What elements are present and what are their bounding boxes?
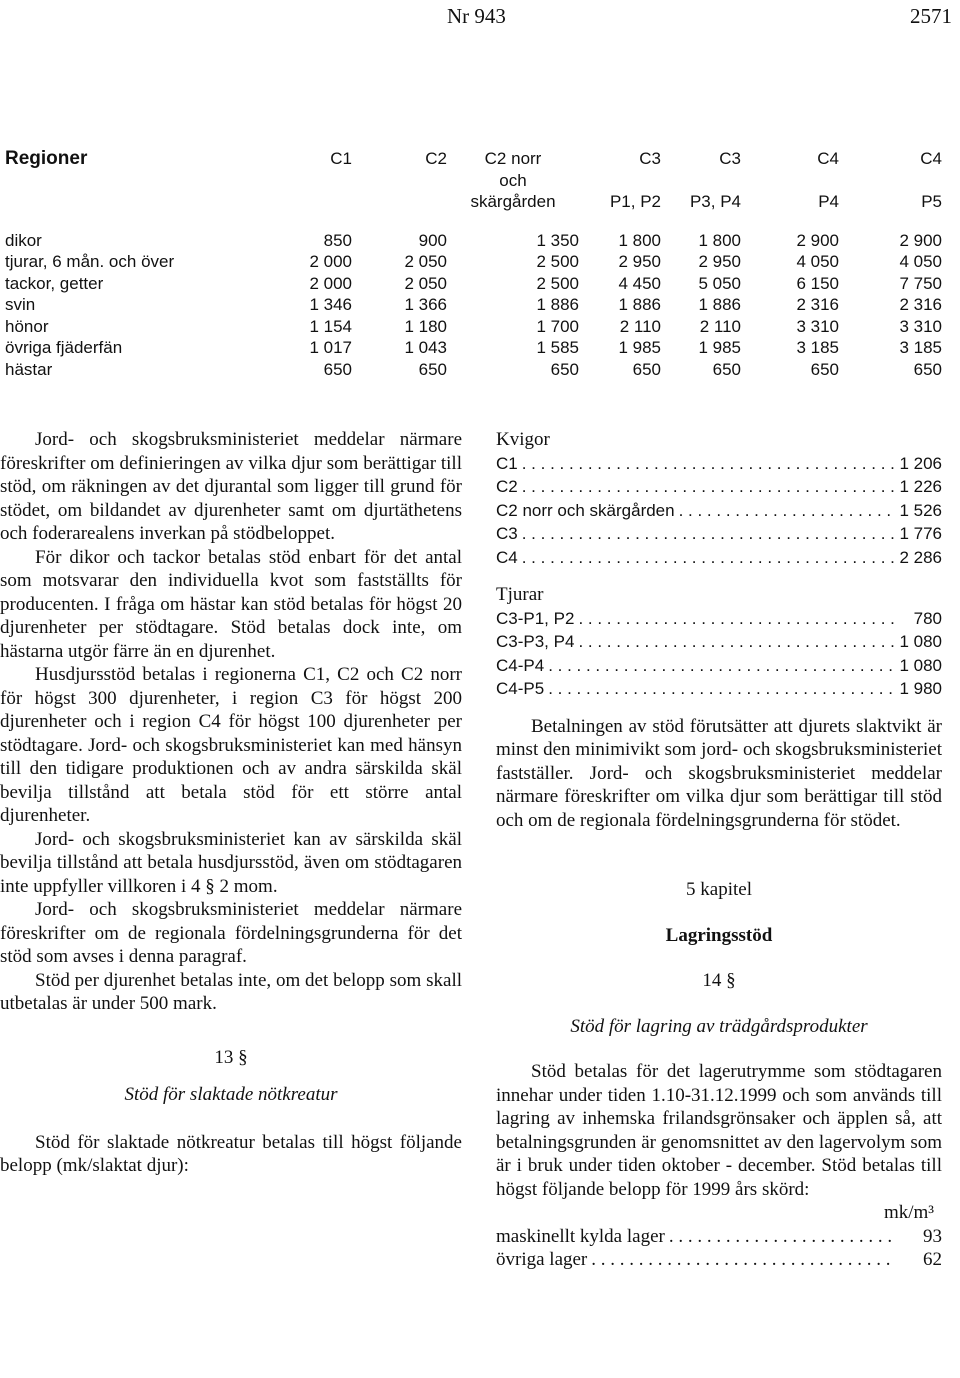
item-value: 1 206 — [899, 453, 942, 473]
table-row — [0, 273, 942, 295]
item-value: 1 080 — [899, 655, 942, 675]
table-cell: 650 — [712, 359, 741, 379]
table-cell: 2 110 — [699, 316, 741, 336]
table-cell: 7 750 — [899, 273, 942, 293]
paragraph: Jord- och skogsbruksministeriet kan av särskilda skäl bevilja tillstånd att betala husdjursstöd, även om stödtagaren inte uppfyller villkoren i 4 § 2 mom. — [0, 828, 462, 897]
list-item — [496, 677, 942, 701]
row-label: svin — [5, 295, 36, 314]
dot-leader — [669, 1225, 894, 1249]
table-cell: 2 110 — [619, 316, 661, 336]
table-cell: 1 985 — [618, 338, 661, 357]
tjurar-heading: Tjurar — [496, 584, 544, 605]
dot-leader — [522, 452, 894, 476]
table-header-cell: C3 — [639, 149, 661, 168]
table-header-cell: skärgården — [470, 192, 556, 211]
item-label: C3-P3, P4 — [496, 632, 575, 651]
table-cell: 650 — [810, 359, 839, 379]
row-label: hönor — [5, 316, 49, 336]
section-number: 14 § — [702, 970, 736, 991]
row-label: övriga fjäderfän — [5, 338, 123, 357]
table-cell: 1 350 — [536, 230, 579, 250]
list-item — [496, 499, 942, 523]
kvigor-list — [496, 452, 942, 570]
paragraph: Stöd för slaktade nötkreatur betalas till högst följande belopp (mk/slaktat djur): — [0, 1131, 462, 1176]
right-column — [496, 428, 942, 1272]
list-item — [496, 654, 942, 678]
table-cell: 2 316 — [796, 295, 839, 314]
paragraph: Betalningen av stöd förutsätter att djurets slaktvikt är minst den minimivikt som jord- och skogsbruksministeriet fastställer. Jord- och skogsbruksministeriet meddelar närmare föreskrifter om vilka djur som berättigar till stöd och om de regionala fördelningsgrunderna för stödet. — [496, 715, 942, 831]
list-item — [496, 452, 942, 476]
table-cell: 2 900 — [899, 230, 942, 250]
table-cell: 6 150 — [796, 273, 839, 293]
dot-leader — [522, 546, 894, 570]
item-value: 62 — [923, 1249, 942, 1270]
list-item — [496, 1248, 942, 1272]
dot-leader — [548, 654, 894, 678]
table-header-cell: P4 — [818, 192, 839, 211]
table-header-cell — [661, 170, 741, 192]
table-cell: 2 900 — [796, 230, 839, 250]
table-cell: 2 000 — [309, 273, 352, 293]
table-cell: 1 043 — [404, 338, 447, 357]
list-item — [496, 546, 942, 570]
table-cell: 1 180 — [404, 316, 447, 336]
row-label: dikor — [5, 230, 42, 250]
table-row — [0, 337, 942, 359]
table-header-cell — [579, 170, 661, 192]
dot-leader — [548, 677, 894, 701]
table-header-cell: C4 — [920, 149, 942, 168]
table-cell: 1 886 — [536, 295, 579, 314]
table-header-cell: C1 — [330, 149, 352, 168]
item-label: C4-P5 — [496, 679, 545, 698]
dot-leader — [591, 1248, 894, 1272]
item-label: övriga lager — [496, 1249, 588, 1270]
table-cell: 4 050 — [899, 252, 942, 271]
table-header-cell: P5 — [921, 192, 942, 211]
table-header-cell: C3 — [719, 149, 741, 168]
table-row — [0, 359, 942, 381]
paragraph: Jord- och skogsbruksministeriet meddelar närmare föreskrifter om definieringen av vilka djur som berättigar till stöd, om räkningen av det djurantal som ligger till grund för stödet, om bildandet av djurenheter samt om djurtäthetens och foderarealens inverkan på stödbeloppet. — [0, 429, 462, 544]
table-header-cell — [352, 191, 447, 230]
issue-number: Nr 943 — [447, 4, 506, 28]
table-header-cell — [0, 170, 270, 192]
table-cell: 1 017 — [309, 338, 352, 357]
table-header-cell: C4 — [817, 149, 839, 168]
table-cell: 2 000 — [309, 252, 352, 271]
table-header-cell: och — [499, 170, 527, 190]
page-number: 2571 — [910, 4, 952, 28]
table-cell: 3 310 — [796, 316, 839, 336]
dot-leader — [522, 475, 894, 499]
kvigor-heading: Kvigor — [496, 429, 550, 450]
item-label: maskinellt kylda lager — [496, 1225, 665, 1247]
table-cell: 1 154 — [309, 316, 352, 336]
paragraph: Stöd per djurenhet betalas inte, om det belopp som skall utbetalas är under 500 mark. — [0, 969, 462, 1014]
table-header-cell: C2 norr — [484, 149, 542, 168]
regions-table — [0, 148, 942, 380]
table-cell: 2 050 — [404, 273, 447, 293]
list-item — [496, 607, 942, 631]
item-value: 1 526 — [899, 500, 942, 520]
table-cell: 650 — [323, 359, 352, 379]
row-label: tjurar, 6 mån. och över — [5, 252, 175, 271]
table-row — [0, 230, 942, 252]
table-cell: 650 — [550, 359, 579, 379]
section-number: 13 § — [214, 1046, 248, 1068]
section-title: Stöd för slaktade nötkreatur — [124, 1084, 338, 1105]
table-header-cell: Regioner — [5, 148, 88, 169]
item-value: 1 980 — [899, 679, 942, 698]
dot-leader — [522, 522, 894, 546]
item-label: C3 — [496, 524, 518, 543]
row-label: hästar — [5, 359, 53, 379]
table-header-row — [0, 191, 942, 230]
table-cell: 1 346 — [309, 295, 352, 314]
table-cell: 2 950 — [618, 252, 661, 271]
paragraph: Jord- och skogsbruksministeriet meddelar närmare föreskrifter om de regionala fördelningsgrunderna för det stöd som avses i denna paragraf. — [0, 899, 462, 967]
table-header-cell: P1, P2 — [609, 192, 661, 211]
table-row — [0, 251, 942, 273]
table-cell: 650 — [418, 359, 447, 379]
table-cell: 3 310 — [899, 316, 942, 336]
table-cell: 1 366 — [404, 295, 447, 314]
table-header-cell — [270, 191, 352, 230]
table-cell: 4 050 — [796, 252, 839, 271]
list-item — [496, 1225, 942, 1249]
item-label: C3-P1, P2 — [496, 608, 575, 628]
table-cell: 1 585 — [536, 338, 579, 357]
paragraph: För dikor och tackor betalas stöd enbart för det antal som motsvarar den individuella kvot som fastställts för producenten. I fråga om hästar kan stöd betalas för högst 20 djurenheter per stödtagare. Stöd betalas dock inte, om hästarna utgör färre än en djurenhet. — [0, 546, 462, 662]
table-row — [0, 294, 942, 316]
row-label: tackor, getter — [5, 273, 104, 293]
unit-label: mk/m³ — [883, 1202, 934, 1223]
item-value: 2 286 — [899, 547, 942, 567]
table-cell: 1 800 — [698, 230, 741, 250]
table-cell: 1 800 — [618, 230, 661, 250]
dot-leader — [679, 499, 894, 523]
list-item — [496, 475, 942, 499]
list-item — [496, 522, 942, 546]
table-cell: 2 950 — [698, 252, 741, 271]
table-cell: 2 500 — [536, 252, 579, 271]
table-header-cell: P3, P4 — [689, 192, 741, 211]
table-cell: 1 886 — [698, 295, 741, 314]
item-label: C1 — [496, 453, 518, 473]
table-header-cell — [0, 191, 270, 230]
table-header-row — [0, 170, 942, 192]
item-value: 93 — [923, 1225, 942, 1247]
table-header-cell — [839, 170, 942, 192]
table-cell: 650 — [913, 359, 942, 379]
left-column — [0, 428, 462, 1178]
item-label: C2 — [496, 477, 518, 496]
dot-leader — [578, 630, 894, 654]
table-header-cell — [270, 170, 352, 192]
item-value: 1 226 — [899, 477, 942, 496]
item-value: 1 776 — [899, 524, 942, 543]
table-header-cell — [741, 170, 839, 192]
table-cell: 850 — [323, 230, 352, 250]
table-cell: 900 — [418, 230, 447, 250]
table-header-cell: C2 — [425, 149, 447, 168]
list-item — [496, 630, 942, 654]
table-header-row — [0, 148, 942, 170]
tjurar-list — [496, 607, 942, 701]
table-cell: 2 500 — [536, 273, 579, 293]
table-cell: 4 450 — [618, 273, 661, 293]
table-cell: 5 050 — [698, 273, 741, 293]
item-label: C2 norr och skärgården — [496, 500, 675, 520]
paragraph: Husdjursstöd betalas i regionerna C1, C2 och C2 norr för högst 300 djurenheter, i region C3 för högst 200 djurenheter och i region C4 för högst 100 djurenheter per stödtagare. Jord- och skogsbruksministeriet kan med hänsyn till den tidigare produktionen och av andra särskilda skäl bevilja tillstånd att betala stöd för ett större antal djurenheter. — [0, 664, 462, 826]
table-cell: 2 316 — [899, 295, 942, 314]
paragraph: Stöd betalas för det lagerutrymme som stödtagaren innehar under tiden 1.10-31.12.1999 och som används till lagring av inhemska frilandsgrönsaker och äpplen så, att betalningsgrunden är genomsnittet av den lagervolym som är i bruk under tiden oktober - december. Stöd betalas till högst följande belopp för 1999 års skörd: — [496, 1061, 942, 1200]
item-value: 1 080 — [899, 632, 942, 651]
chapter-number: 5 kapitel — [686, 879, 752, 900]
item-value: 780 — [913, 608, 942, 628]
item-label: C4 — [496, 547, 518, 567]
page-header — [0, 0, 960, 40]
table-cell: 3 185 — [899, 338, 942, 357]
table-cell: 1 985 — [698, 338, 741, 357]
table-cell: 3 185 — [796, 338, 839, 357]
item-label: C4-P4 — [496, 655, 545, 675]
table-cell: 650 — [632, 359, 661, 379]
storage-list — [496, 1225, 942, 1272]
table-cell: 2 050 — [404, 252, 447, 271]
dot-leader — [578, 607, 894, 631]
chapter-title: Lagringsstöd — [665, 924, 773, 946]
table-row — [0, 316, 942, 338]
table-header-cell — [352, 170, 447, 192]
table-cell: 1 886 — [618, 295, 661, 314]
table-cell: 1 700 — [536, 316, 579, 336]
section-title: Stöd för lagring av trädgårdsprodukter — [570, 1015, 868, 1037]
